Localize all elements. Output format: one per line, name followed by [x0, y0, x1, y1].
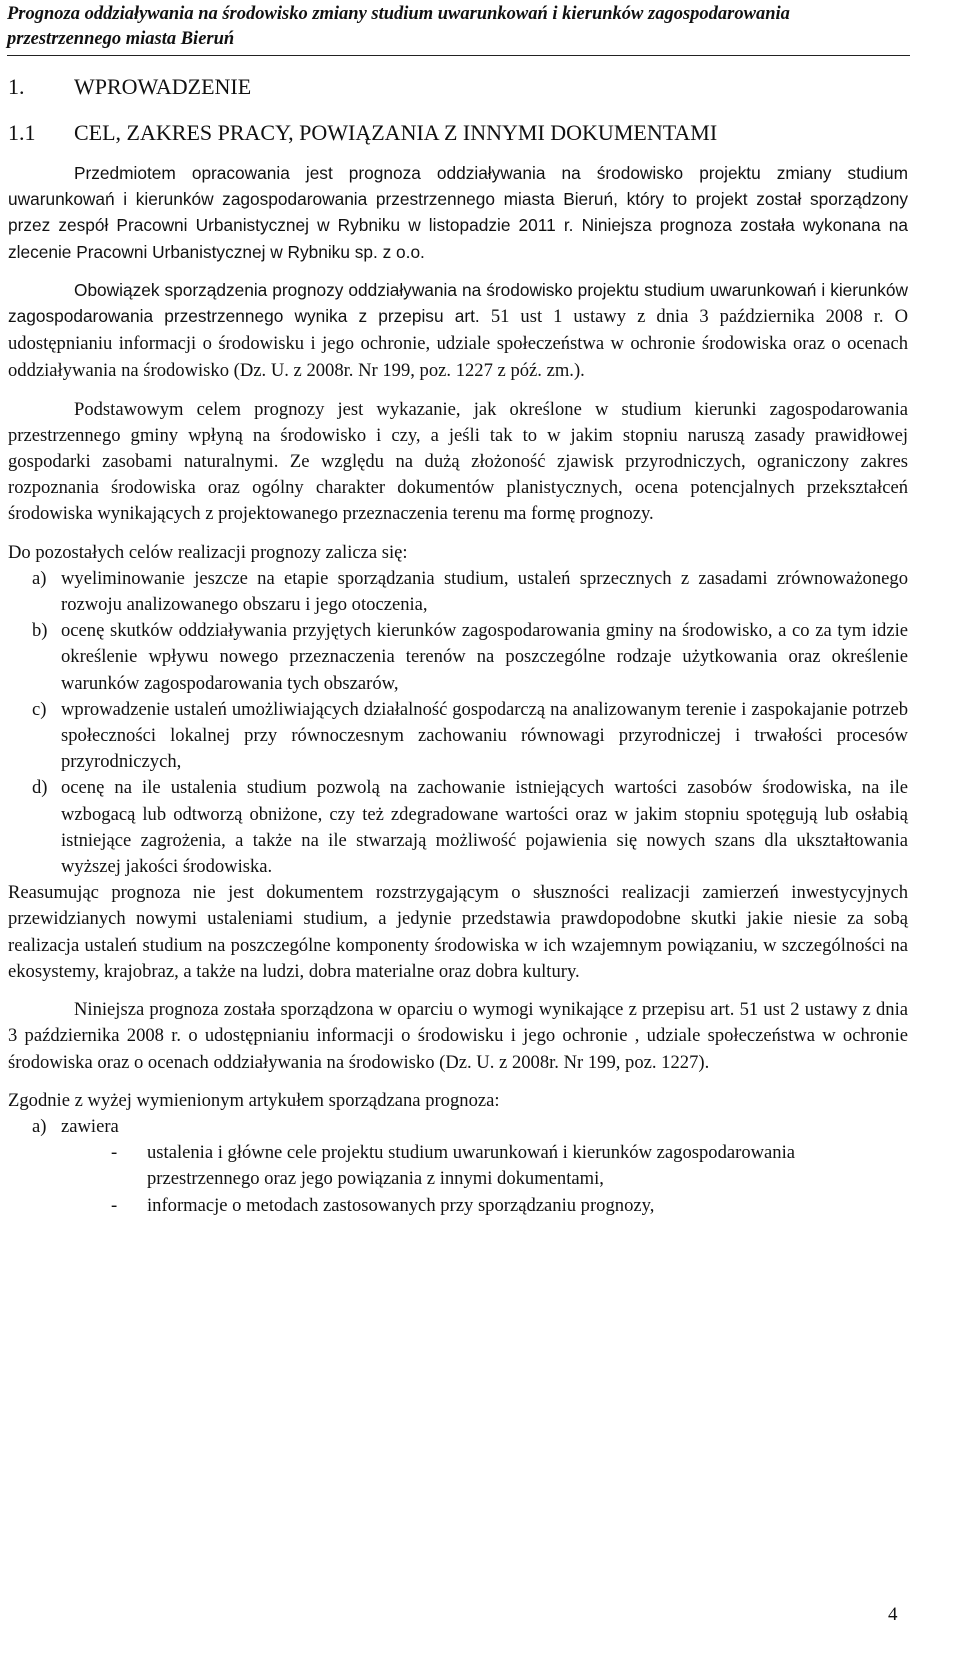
- list-marker: a): [32, 1115, 47, 1137]
- list-item: [8, 697, 908, 776]
- document-body: [8, 64, 908, 1219]
- dash-marker: -: [111, 1194, 118, 1216]
- page-number: 4: [888, 1604, 898, 1625]
- paragraph-obligation-sans: Obowiązek sporządzenia prognozy oddziaływania na środowisko projektu studium uwarunkowań i kierunków zagospodarowania przestrzennego wynika z przepisu art.: [8, 279, 908, 327]
- section-number: 1.: [8, 74, 25, 99]
- paragraph-purpose: Podstawowym celem prognozy jest wykazanie, jak określone w studium kierunki zagospodarowania przestrzennego gminy wpłyną na środowisko i czy, a jeśli tak to w jakim stopniu naruszą zasady prawidłowej gospodarki zasobami naturalnymi. Ze względu na dużą złożoność zjawisk przyrodniczych, ograniczony zakres rozpoznania środowiska oraz ogólny charakter dokumentów planistycznych, ocena potencjalnych przekształceń środowiska wynikających z projektowanego przeznaczenia terenu ma formę prognozy.: [8, 398, 908, 525]
- sublist-item-text: informacje o metodach zastosowanych przy sporządzaniu prognozy,: [147, 1194, 655, 1216]
- list-marker: c): [32, 698, 47, 720]
- sublist-item: [8, 1140, 908, 1192]
- list-item-text: wyeliminowanie jeszcze na etapie sporządzania studium, ustaleń sprzecznych z zasadami zrównoważonego rozwoju analizowanego obszaru i jego otoczenia,: [61, 567, 908, 616]
- list-marker: a): [32, 567, 47, 589]
- list-item-text: ocenę skutków oddziaływania przyjętych kierunków zagospodarowania gminy na środowisko, a co za tym idzie określenie wpływu nowego przeznaczenia terenów na poszczególne rodzaje użytkowania oraz określenie warunków zagospodarowania tych obszarów,: [61, 620, 908, 694]
- list-marker: b): [32, 620, 48, 642]
- subsection-title: CEL, ZAKRES PRACY, POWIĄZANIA Z INNYMI DOKUMENTAMI: [74, 120, 718, 145]
- paragraph-obligation: [8, 277, 908, 385]
- running-header-line-1: Prognoza oddziaływania na środowisko zmiany studium uwarunkowań i kierunków zagospodarowania: [7, 4, 790, 24]
- running-header-line-2: przestrzennego miasta Bieruń: [7, 29, 235, 49]
- paragraph-summary: Reasumując prognoza nie jest dokumentem rozstrzygającym o słuszności realizacji zamierzeń inwestycyjnych przewidzianych nowymi ustaleniami studium, a jedynie przedstawia prawdopodobne skutki jakie niesie za sobą realizacja ustaleń studium na poszczególne komponenty środowiska w ich wzajemnym powiązaniu, w szczególności na ekosystemy, krajobraz, a także na ludzi, dobra materialne oraz dobra kultury.: [8, 882, 908, 982]
- header-rule: [7, 55, 910, 56]
- sublist-item: [8, 1193, 908, 1219]
- list-item: [8, 566, 908, 618]
- section-title: WPROWADZENIE: [74, 74, 252, 99]
- subsection-heading: [8, 120, 908, 146]
- section-heading: [8, 74, 908, 100]
- paragraph-obligation-serif: 51 ust 1 ustawy z dnia 3 października 2008 r. O udostępnianiu informacji o środowisku i jego ochronie, udziale społeczeństwa w ochronie środowiska oraz o ocenach oddziaływania na środowisko (Dz. U. z 2008r. Nr 199, poz. 1227 z póź. zm.).: [8, 306, 908, 382]
- paragraph-subject: [8, 160, 908, 265]
- list-item: [8, 1114, 908, 1140]
- sublist-item-text: ustalenia i główne cele projektu studium uwarunkowań i kierunków zagospodarowania przestrzennego oraz jego powiązania z innymi dokumentami,: [147, 1142, 796, 1190]
- list-item-text: zawiera: [61, 1115, 119, 1137]
- contains-list: [8, 1114, 908, 1140]
- list-item: [8, 775, 908, 880]
- paragraph-subject-commission: Niniejsza prognoza została wykonana na zlecenie Pracowni Urbanistycznej w Rybniku sp. z o.o.: [8, 215, 908, 262]
- paragraph-other-goals-intro: Do pozostałych celów realizacji prognozy zalicza się:: [8, 541, 408, 563]
- list-item-text: wprowadzenie ustaleń umożliwiających działalność gospodarczą na analizowanym terenie i zaspokajanie potrzeb społeczności lokalnej przy równoczesnym zachowaniu równowagi przyrodniczej i trwałości procesów przyrodniczych,: [61, 698, 908, 773]
- list-item: [8, 618, 908, 697]
- contains-sublist: [8, 1140, 908, 1219]
- list-marker: d): [32, 777, 48, 799]
- subsection-number: 1.1: [8, 120, 36, 145]
- paragraph-contains-intro: Zgodnie z wyżej wymienionym artykułem sporządzana prognoza:: [8, 1089, 500, 1111]
- paragraph-legal-basis: Niniejsza prognoza została sporządzona w oparciu o wymogi wynikające z przepisu art. 51 ust 2 ustawy z dnia 3 października 2008 r. o udostępnianiu informacji o środowisku i jego ochronie , udziale społeczeństwa w ochronie środowiska oraz o ocenach oddziaływania na środowisko (Dz. U. z 2008r. Nr 199, poz. 1227).: [8, 999, 908, 1073]
- dash-marker: -: [111, 1142, 118, 1164]
- paragraph-subject-text: Przedmiotem opracowania jest prognoza oddziaływania na środowisko projektu zmiany studium uwarunkowań i kierunków zagospodarowania przestrzennego miasta Bieruń, który to projekt został sporządzony przez zespół Pracowni Urbanistycznej w Rybniku w listopadzie 2011 r.: [8, 163, 908, 236]
- list-item-text: ocenę na ile ustalenia studium pozwolą na zachowanie istniejących wartości zasobów środowiska, na ile wzbogacą lub odtworzą obniżone, czy też zdegradowane wartości oraz w jakim stopniu spotęgują lub osłabią istniejące zagrożenia, a także na ile stwarzają możliwość pojawienia się nowych szans dla ukształtowania wyższej jakości środowiska.: [61, 777, 908, 878]
- other-goals-list: [8, 566, 908, 880]
- running-header: [7, 2, 907, 52]
